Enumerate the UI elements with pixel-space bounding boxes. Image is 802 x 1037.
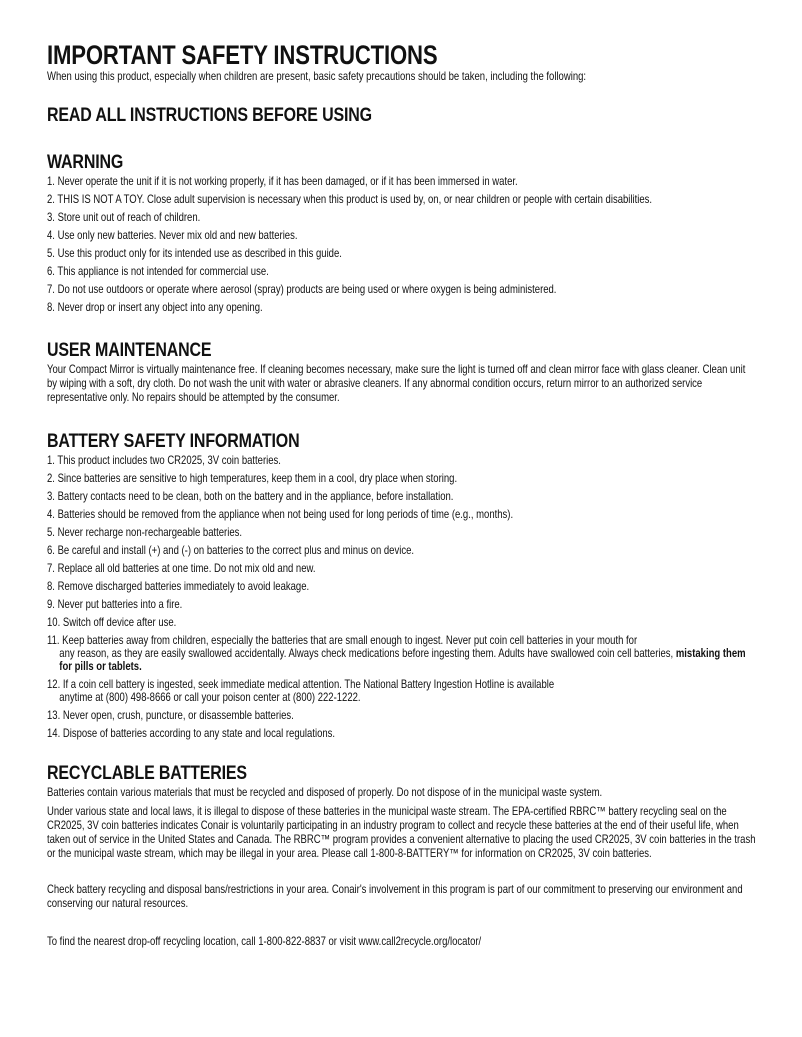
- list-item: [47, 283, 757, 296]
- list-item: [47, 175, 757, 188]
- list-item: [47, 580, 757, 593]
- item-number: 7.: [47, 562, 55, 575]
- item-text: Switch off device after use.: [62, 616, 177, 629]
- item-text: Use this product only for its intended use as described in this guide.: [57, 247, 342, 260]
- list-item: [47, 229, 757, 242]
- item-number: 5.: [47, 526, 55, 539]
- item-number: 8.: [47, 580, 55, 593]
- item-number: 13.: [47, 709, 61, 722]
- maintenance-text: Your Compact Mirror is virtually maintenance free. If cleaning becomes necessary, make sure the light is turned off and clean mirror face with glass cleaner. Clean unit by wiping with a soft, dry cloth. Do not wash the unit with water or abrasive cleaners. If any abnormal condition occurs, return mirror to an authorized service representative only. No repairs should be attempted by the consumer.: [47, 363, 746, 404]
- item-number: 9.: [47, 598, 55, 611]
- item-number: 10.: [47, 616, 61, 629]
- item-text: Use only new batteries. Never mix old and new batteries.: [57, 229, 298, 242]
- battery-safety-list: [47, 454, 757, 740]
- list-item: [47, 598, 757, 611]
- item-text-continued: [47, 647, 757, 673]
- list-item: [47, 211, 757, 224]
- item-text-rest: any reason, as they are easily swallowed accidentally. Always check medications before ingesting them. Adults have swallowed coin cell batteries,: [59, 647, 674, 660]
- item-text: THIS IS NOT A TOY. Close adult supervision is necessary when this product is used by, on, or near children or people with certain disabilities.: [57, 193, 653, 206]
- item-number: 8.: [47, 301, 55, 314]
- item-text: Never operate the unit if it is not working properly, if it has been damaged, or if it has been immersed in water.: [57, 175, 518, 188]
- item-number: 2.: [47, 193, 55, 206]
- item-text: Batteries should be removed from the appliance when not being used for long periods of time (e.g., months).: [57, 508, 514, 521]
- item-number: 4.: [47, 229, 55, 242]
- list-item: [47, 616, 757, 629]
- recyclable-batteries-section: [47, 762, 757, 949]
- item-number: 3.: [47, 490, 55, 503]
- item-text: This appliance is not intended for commercial use.: [57, 265, 269, 278]
- warning-list: [47, 175, 757, 314]
- item-number: 2.: [47, 472, 55, 485]
- recyclable-paragraph-1: Batteries contain various materials that must be recycled and disposed of properly. Do not dispose of in the municipal waste system.: [47, 786, 603, 799]
- read-all-heading: READ ALL INSTRUCTIONS BEFORE USING: [47, 104, 372, 126]
- item-text: If a coin cell battery is ingested, seek immediate medical attention. The National Battery Ingestion Hotline is available: [62, 678, 555, 691]
- item-text: Never recharge non-rechargeable batteries.: [57, 526, 243, 539]
- item-text: Never drop or insert any object into any opening.: [57, 301, 263, 314]
- battery-safety-section: [47, 430, 757, 740]
- item-text: Be careful and install (+) and (-) on batteries to the correct plus and minus on device.: [57, 544, 415, 557]
- list-item: [47, 265, 757, 278]
- item-number: 1.: [47, 175, 55, 188]
- maintenance-heading: USER MAINTENANCE: [47, 339, 212, 361]
- recyclable-heading: RECYCLABLE BATTERIES: [47, 762, 247, 784]
- list-item: [47, 490, 757, 503]
- item-text: Battery contacts need to be clean, both on the battery and in the appliance, before installation.: [57, 490, 454, 503]
- item-number: 5.: [47, 247, 55, 260]
- list-item: [47, 193, 757, 206]
- recyclable-paragraph-3: Check battery recycling and disposal bans/restrictions in your area. Conair's involvement in this program is part of our commitment to preserving our environment and conserving our natural resources.: [47, 883, 743, 910]
- item-text: Dispose of batteries according to any state and local regulations.: [62, 727, 336, 740]
- recycling-locator-text: To find the nearest drop-off recycling location, call 1-800-822-8837 or visit www.call2recycle.org/locator/: [47, 935, 482, 948]
- list-item: [47, 301, 757, 314]
- item-number: 1.: [47, 454, 55, 467]
- user-maintenance-section: [47, 339, 757, 405]
- battery-safety-heading: BATTERY SAFETY INFORMATION: [47, 430, 300, 452]
- list-item: [47, 678, 757, 704]
- item-text: This product includes two CR2025, 3V coin batteries.: [57, 454, 281, 467]
- intro-text: When using this product, especially when children are present, basic safety precautions should be taken, including the following:: [47, 70, 587, 83]
- item-number: 14.: [47, 727, 61, 740]
- item-text: Never open, crush, puncture, or disassemble batteries.: [62, 709, 294, 722]
- item-text: Remove discharged batteries immediately to avoid leakage.: [57, 580, 310, 593]
- item-number: 3.: [47, 211, 55, 224]
- list-item: [47, 472, 757, 485]
- item-text: Never put batteries into a fire.: [57, 598, 183, 611]
- item-number: 11.: [47, 634, 60, 647]
- safety-instructions-page: [47, 40, 757, 949]
- item-text: Do not use outdoors or operate where aerosol (spray) products are being used or where oxygen is being administered.: [57, 283, 557, 296]
- item-text: Store unit out of reach of children.: [57, 211, 201, 224]
- list-item: [47, 508, 757, 521]
- list-item: [47, 526, 757, 539]
- warning-heading: WARNING: [47, 151, 124, 173]
- item-text-emphasis: mistaking them for pills or tablets.: [59, 647, 746, 673]
- list-item: [47, 634, 757, 673]
- item-number: 7.: [47, 283, 55, 296]
- list-item: [47, 247, 757, 260]
- item-text: Since batteries are sensitive to high temperatures, keep them in a cool, dry place when storing.: [57, 472, 458, 485]
- list-item: [47, 544, 757, 557]
- list-item: [47, 727, 757, 740]
- warning-section: [47, 151, 757, 314]
- list-item: [47, 709, 757, 722]
- list-item: [47, 454, 757, 467]
- item-text: Replace all old batteries at one time. Do not mix old and new.: [57, 562, 316, 575]
- item-number: 12.: [47, 678, 61, 691]
- item-number: 6.: [47, 544, 55, 557]
- list-item: [47, 562, 757, 575]
- item-number: 6.: [47, 265, 55, 278]
- item-text: Keep batteries away from children, especially the batteries that are small enough to ingest. Never put coin cell batteries in your mouth for: [62, 634, 638, 647]
- recyclable-paragraph-2: Under various state and local laws, it is illegal to dispose of these batteries in the municipal waste stream. The EPA-certified RBRC™ battery recycling seal on the CR2025, 3V coin batteries indicates Conair is voluntarily participating in an industry program to collect and recycle these batteries at the end of their useful life, when taken out of service in the United States and Canada. The RBRC™ program provides a convenient alternative to placing the used CR2025, 3V coin batteries in the trash or the municipal waste stream, which may be illegal in your area. Please call 1-800-8-BATTERY™ for information on CR2025, 3V coin batteries.: [47, 805, 756, 860]
- item-number: 4.: [47, 508, 55, 521]
- page-title: IMPORTANT SAFETY INSTRUCTIONS: [47, 40, 438, 70]
- item-text-continued: anytime at (800) 498-8666 or call your poison center at (800) 222-1222.: [59, 691, 361, 704]
